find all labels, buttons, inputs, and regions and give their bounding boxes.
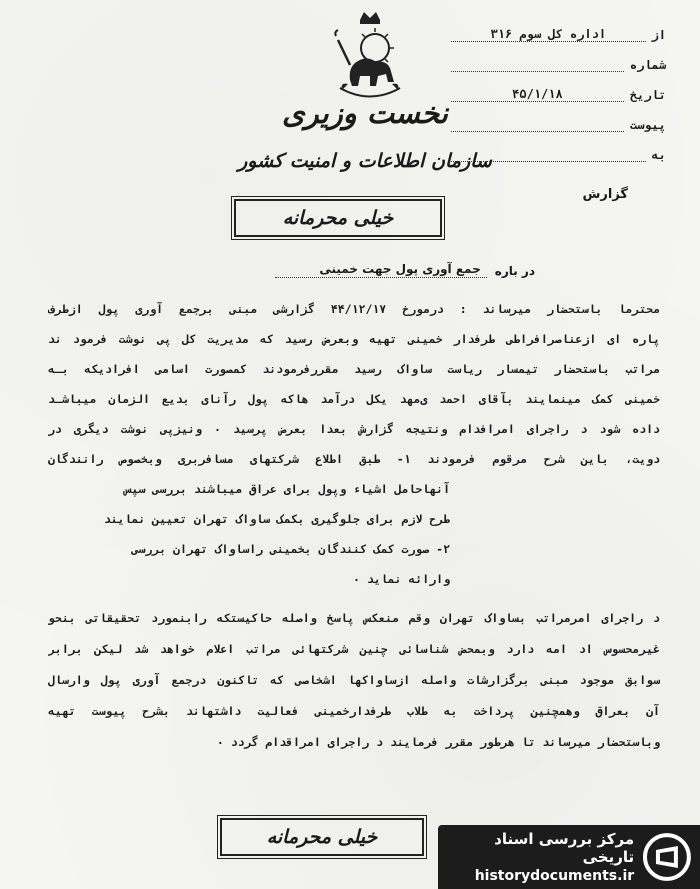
to-value <box>451 147 646 162</box>
org-subtitle: سازمان اطلاعات و امنیت کشور <box>238 150 492 172</box>
date-label: تاریخ <box>629 88 666 102</box>
body-line: غیرمحسوس اد امه دارد وبمحض شناسائی چنین شرکتهائی مراتب اعلام خواهد شد لیکن برابر <box>48 642 660 656</box>
archive-logo-icon <box>642 832 692 882</box>
org-title: نخست وزیری <box>281 96 448 130</box>
date-value: ۴۵/۱/۱۸ <box>451 87 624 102</box>
meta-date <box>451 80 666 102</box>
report-label: گزارش <box>582 187 628 202</box>
body-line: د راجرای امرمراتب بساواک تهران وقم منعکس پاسخ واصله حاکیستکه رابنمورد تحقیقاتی بنحو <box>48 611 660 625</box>
body-paragraph-1 <box>48 294 660 594</box>
number-value <box>451 57 624 72</box>
classification-stamp-top: خیلی محرمانه <box>234 199 442 237</box>
watermark-texts <box>438 830 642 884</box>
attachment-value <box>451 117 624 132</box>
from-value: اداره کل سوم ۳۱۶ <box>451 27 646 42</box>
body-line: خمینی کمک مینمایند بآقای احمد ی‌مهد یکل درآمد هاکه پول رآنای بدیع الزمان میباشـد <box>48 392 660 406</box>
header-meta <box>451 20 666 170</box>
body-line: محترما باستحضار میرساند : درمورخ ۴۴/۱۲/۱۷ گزارشی مبنی برجمع آوری پول ازطرف <box>48 302 660 316</box>
from-label: از <box>651 28 666 42</box>
body-line: آن بعراق وهمچنین پرداخت به طلاب طرفدارخمینی فعالیت داشتهاند بشرح پیوست تهیه <box>48 704 660 718</box>
subject-value: جمع آوری پول جهت خمینی <box>275 262 487 278</box>
body-line: پاره ای ازعناصرافراطی طرفدار خمینی تهیه وبعرض رسید که مدیریت کل پی نوشت فرمود ند <box>48 332 660 346</box>
classification-stamp-bottom: خیلی محرمانه <box>220 818 424 856</box>
body-line: مراتب باستحضار تیمسار ریاست ساواک رسید مقررفرمودند کمصورت اسامی افرادیکه بـه <box>48 362 660 376</box>
meta-to <box>451 140 666 162</box>
body-line: طرح لازم برای جلوگیری بکمک ساواک تهران تعیین نمایند <box>103 512 450 526</box>
number-label: شماره <box>629 58 666 72</box>
watermark-title: مرکز بررسی اسناد تاریخی <box>494 830 635 866</box>
lion-and-sun-emblem-icon <box>320 10 420 110</box>
body-line: وارائه نماید ۰ <box>353 572 450 586</box>
body-line: سوابق موجود مبنی برگزارشات واصله ازساواکها اشخاصی که تاکنون درجمع آوری پول وارسال <box>48 673 660 687</box>
to-label: به <box>651 148 666 162</box>
body-line: وباستحضار میرساند تا هرطور مقرر فرمایند د راجرای امراقدام گردد ۰ <box>216 735 660 749</box>
body-paragraph-2 <box>48 603 660 758</box>
body-line: آنهاحامل اشیاء وپول برای عراق میباشند بررسی سپس <box>124 482 450 496</box>
meta-number <box>451 50 666 72</box>
body-line: دویت، باین شرح مرقوم فرمودند ۱- طبق اطلاع شرکتهای مسافربری وبخصوص رانندگان <box>48 452 660 466</box>
archive-watermark <box>438 825 700 889</box>
subject-line <box>275 262 535 278</box>
body-line: ۲- صورت کمک کنندگان بخمینی راساواک تهران بررسی <box>131 542 450 556</box>
meta-from <box>451 20 666 42</box>
watermark-url: historydocuments.ir <box>474 868 635 884</box>
body-line: داده شود د راجرای امرافدام ونتیجه گزارش بعدا بعرض پرسید ۰ ونیزپی نوشت دیگری در <box>48 422 660 436</box>
subject-label: در باره <box>494 264 535 278</box>
attachment-label: پیوست <box>629 118 666 132</box>
meta-attachment <box>451 110 666 132</box>
